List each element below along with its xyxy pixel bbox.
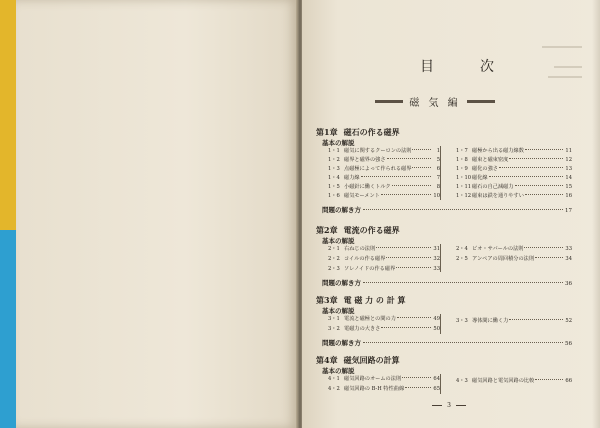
toc-entry: 1・9 磁化の強さ 13 — [456, 166, 572, 172]
page-edge-shadow — [592, 0, 600, 428]
toc-entry: 1・5 小磁針に働くトルク 8 — [328, 184, 440, 190]
toc-entry: 1・2 磁界と磁界の強さ 5 — [328, 157, 440, 163]
column-divider — [440, 146, 441, 200]
chapter-heading — [316, 295, 406, 306]
chapter-title: 電 磁 力 の 計 算 — [343, 295, 406, 305]
chapter-title: 磁石の作る磁界 — [343, 127, 400, 137]
section-heading — [370, 94, 500, 108]
problems-entry: 問題の解き方 56 — [322, 339, 572, 347]
section-label: 磁 気 編 — [409, 97, 461, 109]
heading-rule-left — [375, 100, 403, 103]
chapter-title: 磁気回路の計算 — [343, 355, 400, 365]
chapter-title: 電流の作る磁界 — [343, 225, 400, 235]
column-divider — [440, 244, 441, 272]
basic-explanation-label: 基本の解説 — [322, 139, 355, 147]
toc-title: 目 次 — [420, 59, 510, 75]
toc-entry: 3・1 電流と磁極との間の力 49 — [328, 316, 440, 322]
toc-entry: 4・3 磁気回路と電気回路の比較 66 — [456, 378, 572, 384]
show-through-mark — [554, 66, 582, 68]
column-divider — [440, 374, 441, 394]
toc-entry: 4・2 磁気回路の B-H 特性曲線 65 — [328, 386, 440, 392]
chapter-number: 第3章 — [316, 295, 338, 305]
toc-entry: 1・4 磁力線 7 — [328, 175, 440, 181]
toc-entry: 1・1 磁気に関するクーロンの法則 1 — [328, 148, 440, 154]
toc-entry: 2・4 ビオ・サバールの法則 33 — [456, 246, 572, 252]
basic-explanation-label: 基本の解説 — [322, 307, 355, 315]
chapter-heading — [316, 127, 400, 138]
toc-entry: 2・3 ソレノイドの作る磁界 33 — [328, 266, 440, 272]
page-number-dash-left — [432, 405, 442, 406]
toc-entry: 2・1 右ねじの法則 31 — [328, 246, 440, 252]
toc-page — [302, 0, 600, 428]
toc-entry: 1・6 磁気モーメント 10 — [328, 193, 440, 199]
toc-entry: 4・1 磁気回路のオームの法則 64 — [328, 376, 440, 382]
toc-entry: 2・5 アンペアの周回積分の法則 34 — [456, 256, 572, 262]
basic-explanation-label: 基本の解説 — [322, 237, 355, 245]
chapter-number: 第4章 — [316, 355, 338, 365]
toc-entry: 1・12 磁束は鉄を通りやすい 16 — [456, 193, 572, 199]
chapter-heading — [316, 355, 400, 366]
toc-entry: 1・10 磁化線 14 — [456, 175, 572, 181]
problems-entry: 問題の解き方 17 — [322, 206, 572, 214]
toc-entry: 3・2 電磁力の大きさ 50 — [328, 326, 440, 332]
chapter-heading — [316, 225, 400, 236]
heading-rule-right — [467, 100, 495, 103]
toc-entry: 2・2 コイルの作る磁界 32 — [328, 256, 440, 262]
show-through-mark — [548, 76, 582, 78]
toc-entry: 1・11 磁石の自己減磁力 15 — [456, 184, 572, 190]
toc-entry: 3・3 導体間に働く力 52 — [456, 318, 572, 324]
chapter-number: 第1章 — [316, 127, 338, 137]
basic-explanation-label: 基本の解説 — [322, 367, 355, 375]
problems-entry: 問題の解き方 36 — [322, 279, 572, 287]
page-number-dash-right — [456, 405, 466, 406]
chapter-number: 第2章 — [316, 225, 338, 235]
left-page-blank — [16, 0, 298, 428]
page-number — [414, 402, 484, 409]
toc-entry: 1・3 点磁極によって作られる磁界 6 — [328, 166, 440, 172]
toc-entry: 1・7 磁極から出る磁力線数 11 — [456, 148, 572, 154]
page-number-value: 3 — [447, 402, 451, 409]
column-divider — [440, 314, 441, 334]
toc-entry: 1・8 磁束と磁束密度 12 — [456, 157, 572, 163]
show-through-mark — [542, 46, 582, 48]
